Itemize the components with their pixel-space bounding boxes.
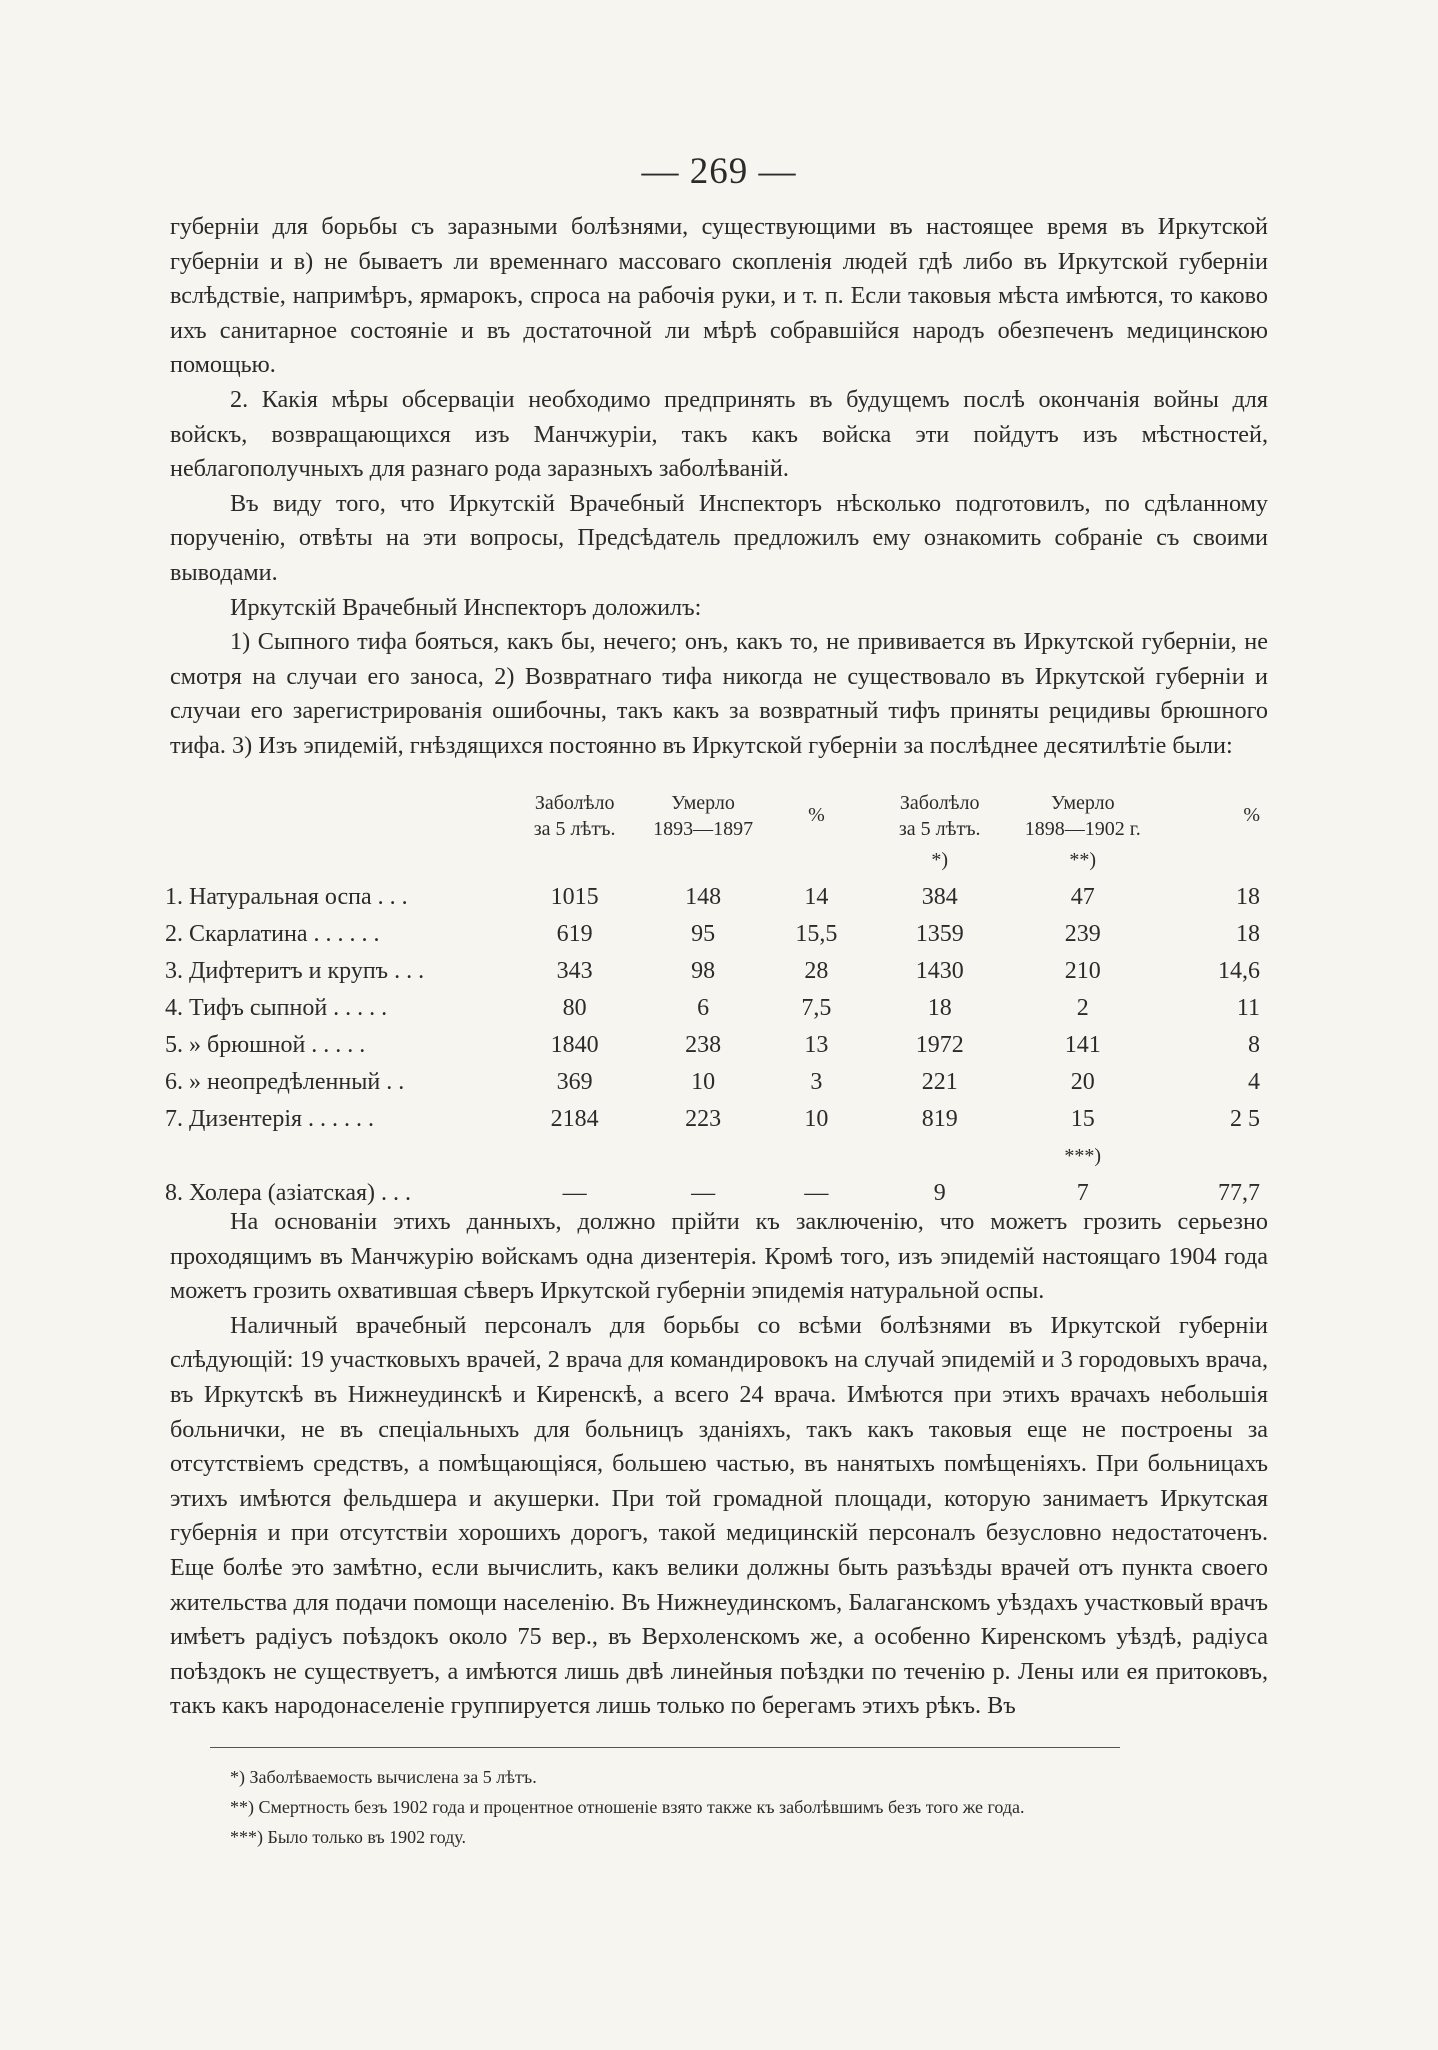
footnote-divider xyxy=(210,1747,1120,1748)
table-row: 8. Холера (азіатская) . . . — — — 9 7 77,7 xyxy=(165,1180,1260,1206)
header-deaths-2: Умерло 1898—1902 г. xyxy=(1024,792,1141,840)
table-row: 7. Дизентерія . . . . . . 2184 223 10 819 15 2 5 xyxy=(165,1106,1260,1132)
table-row: 6. » неопредѣленный . . 369 10 3 221 20 4 xyxy=(165,1069,1260,1095)
footnote-marks-row xyxy=(165,1138,1275,1175)
table-row: 5. » брюшной . . . . . 1840 238 13 1972 141 8 xyxy=(165,1032,1260,1058)
table-row: 4. Тифъ сыпной . . . . . 80 6 7,5 18 2 11 xyxy=(165,995,1260,1021)
footnote-mark: ***) xyxy=(1064,1145,1102,1167)
paragraph: губерніи для борьбы съ заразными болѣзнями, существующими въ настоящее время въ Иркутской губерніи и в) не бываетъ ли временнаго массоваго скопленія людей гдѣ либо въ Иркутской губерніи вслѣдствіе, напримѣръ, ярмарокъ, спроса на рабочія руки, и т. п. Если таковыя мѣста имѣются, то каково ихъ санитарное состояніе и въ достаточной ли мѣрѣ собравшійся народъ обезпеченъ медицинскою помощью. xyxy=(170,213,1268,379)
paragraph: На основаніи этихъ данныхъ, должно прійти къ заключенію, что можетъ грозить серьезно проходящимъ въ Манчжурію войскамъ одна дизентерія. Кромѣ того, изъ эпидемій настоящаго 1904 года можетъ грозить охватившая сѣверъ Иркутской губерніи эпидемія натуральной оспы. xyxy=(170,1208,1268,1305)
paragraph: 1) Сыпного тифа бояться, какъ бы, нечего; онъ, какъ то, не прививается въ Иркутской губерніи, не смотря на случаи его заноса, 2) Возвратнаго тифа никогда не существовало въ Иркутской губерніи и случаи его зарегистрированія ошибочны, такъ какъ за возвратный тифъ приняты рецидивы брюшного тифа. 3) Изъ эпидемій, гнѣздящихся постоянно въ Иркутской губерніи за послѣднее десятилѣтіе были: xyxy=(170,628,1268,759)
paragraph: Иркутскій Врачебный Инспекторъ доложилъ: xyxy=(230,593,702,621)
header-percent-2: % xyxy=(1243,804,1260,826)
page-number: — 269 — xyxy=(641,151,797,192)
footnote-mark: *) xyxy=(931,849,949,871)
header-cases-1: Заболѣло за 5 лѣтъ. xyxy=(533,792,616,840)
paragraph: 2. Какія мѣры обсерваціи необходимо предпринять въ будущемъ послѣ окончанія войны для войскъ, возвращающихся изъ Манчжуріи, такъ какъ войска эти пойдутъ изъ мѣстностей, неблагополучныхъ для разнаго рода заразныхъ заболѣваній. xyxy=(170,385,1268,483)
header-cases-2: Заболѣло за 5 лѣтъ. xyxy=(898,792,981,840)
footnote: **) Смертность безъ 1902 года и процентное отношеніе взято также къ заболѣвшимъ безъ того же года. xyxy=(230,1797,1025,1817)
text-block-top xyxy=(170,210,1268,764)
header-percent-1: % xyxy=(808,804,825,826)
header-deaths-1: Умерло 1893—1897 xyxy=(653,792,754,840)
table-row: 3. Дифтеритъ и крупъ . . . 343 98 28 1430 210 14,6 xyxy=(165,958,1260,984)
table-row: 1. Натуральная оспа . . . 1015 148 14 384 47 18 xyxy=(165,884,1260,910)
footnote: ***) Было только въ 1902 году. xyxy=(230,1827,466,1847)
table-row: 2. Скарлатина . . . . . . 619 95 15,5 1359 239 18 xyxy=(165,921,1260,947)
footnote-mark: **) xyxy=(1069,849,1097,871)
text-block-bottom xyxy=(170,1205,1268,1724)
paragraph: Наличный врачебный персоналъ для борьбы со всѣми болѣзнями въ Иркутской губерніи слѣдующій: 19 участковыхъ врачей, 2 врача для командировокъ на случай эпидемій и 3 городовыхъ врача, въ Иркутскѣ въ Нижнеудинскѣ и Киренскѣ, а всего 24 врача. Имѣются при этихъ врачахъ небольшія больнички, не въ спеціальныхъ для больницъ зданіяхъ, такъ какъ таковыя еще не построены за отсутствіемъ средствъ, а помѣщающіяся, большею частью, въ нанятыхъ помѣщеніяхъ. При больницахъ этихъ имѣются фельдшера и акушерки. При той громадной площади, которую занимаетъ Иркутская губернія и при отсутствіи хорошихъ дорогъ, такой медицинскій персоналъ безусловно недостаточенъ. Еще болѣе это замѣтно, если вычислить, какъ велики должны быть разъѣзды врачей отъ пункта своего жительства для подачи помощи населенію. Въ Нижнеудинскомъ, Балаганскомъ уѣздахъ участковый врачъ имѣетъ радіусъ поѣздокъ около 75 вер., въ Верхоленскомъ же, а особенно Киренскомъ уѣздѣ, радіуса поѣздокъ не существуетъ, а имѣются лишь двѣ линейныя поѣздки по теченію р. Лены или ея притоковъ, такъ какъ народонаселеніе группируется лишь только по берегамъ этихъ рѣкъ. Въ xyxy=(170,1311,1268,1720)
footnotes xyxy=(230,1762,1270,1852)
footnote-marks-row xyxy=(165,842,1275,879)
footnote: *) Заболѣваемость вычислена за 5 лѣтъ. xyxy=(230,1767,537,1787)
table-header-row xyxy=(165,790,1275,842)
epidemic-table xyxy=(165,790,1275,1212)
paragraph: Въ виду того, что Иркутскій Врачебный Инспекторъ нѣсколько подготовилъ, по сдѣланному порученію, отвѣты на эти вопросы, Предсѣдатель предложилъ ему ознакомить собраніе съ своими выводами. xyxy=(170,489,1268,586)
